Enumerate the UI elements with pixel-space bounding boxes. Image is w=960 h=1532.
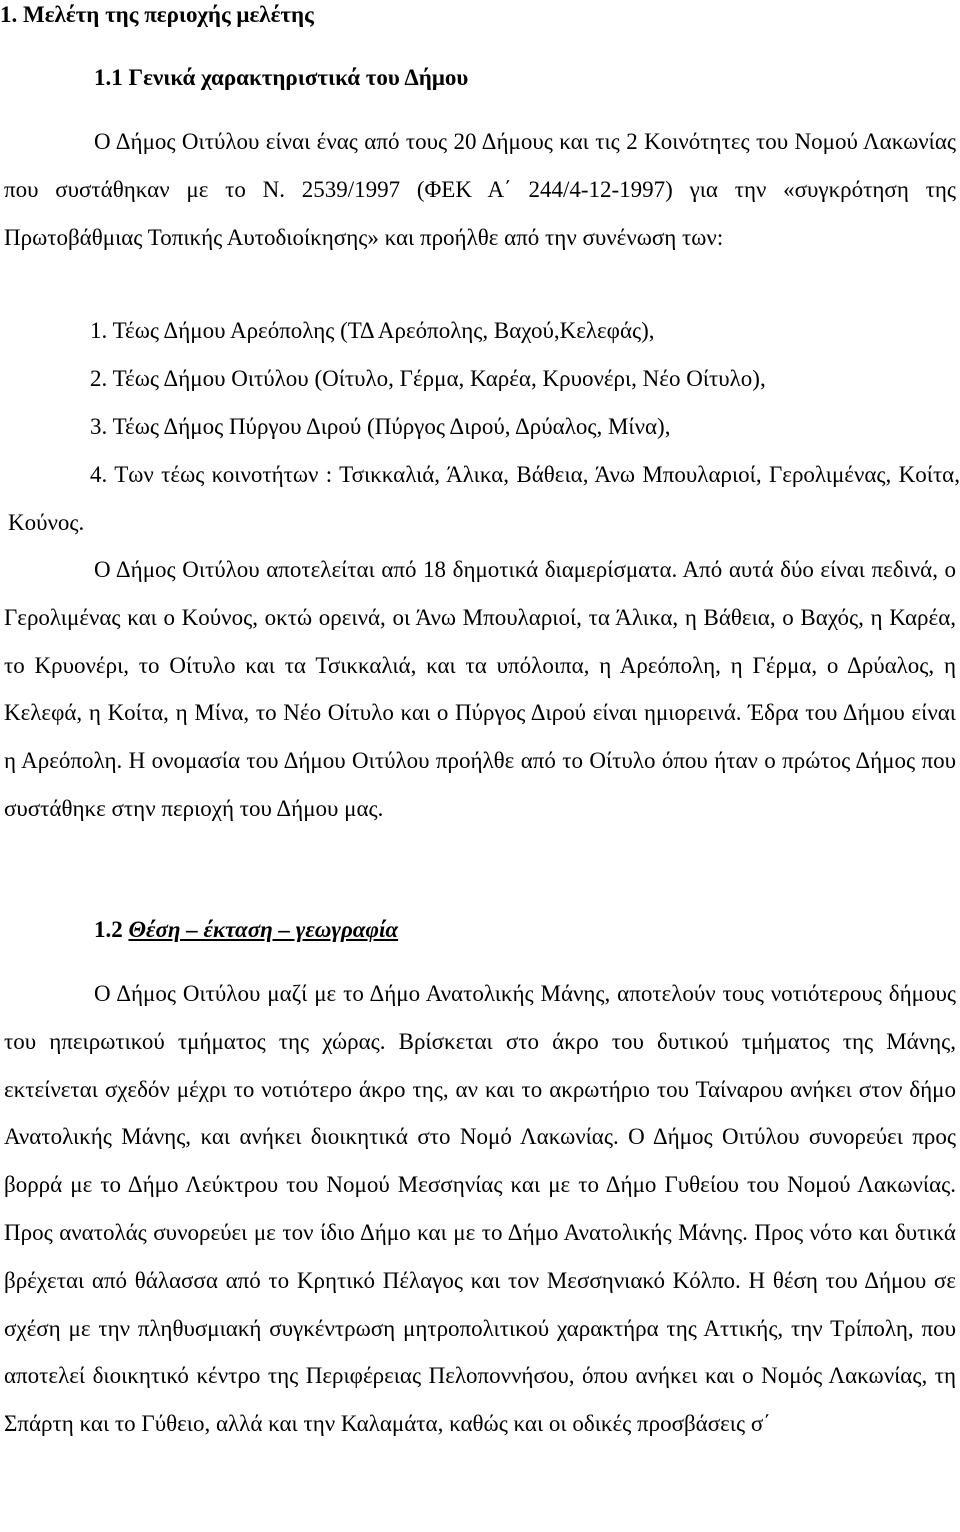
- list-item: 3. Τέως Δήμος Πύργου Διρού (Πύργος Διρού, Δρύαλος, Μίνα),: [90, 414, 671, 439]
- section-2-heading: [94, 915, 398, 945]
- section-2-heading-number: 1.2: [94, 917, 129, 942]
- section-1-heading: 1.1 Γενικά χαρακτηριστικά του Δήμου: [94, 65, 469, 90]
- section-2-paragraph: Ο Δήμος Οιτύλου μαζί με το Δήμο Ανατολικής Μάνης, αποτελούν τους νοτιότερους δήμους του ηπειρωτικού τμήματος της χώρας. Βρίσκεται στο άκρο του δυτικού τμήματος της Μάνης, εκτείνεται σχεδόν μέχρι το νοτιότερο άκρο της, αν και το ακρωτήριο του Ταίναρου ανήκει στον δήμο Ανατολικής Μάνης, και ανήκει διοικητικά στο Νομό Λακωνίας. Ο Δήμος Οιτύλου συνορεύει προς βορρά με το Δήμο Λεύκτρου του Νομού Μεσσηνίας και με το Δήμο Γυθείου του Νομού Λακωνίας. Προς ανατολάς συνορεύει με τον ίδιο Δήμο και με το Δήμο Ανατολικής Μάνης. Προς νότο και δυτικά βρέχεται από θάλασσα από το Κρητικό Πέλαγος και τον Μεσσηνιακό Κόλπο. Η θέση του Δήμου σε σχέση με την πληθυσμιακή συγκέντρωση μητροπολιτικού χαρακτήρα της Αττικής, την Τρίπολη, που αποτελεί διοικητικό κέντρο της Περιφέρειας Πελοποννήσου, όπου ανήκει και ο Νομός Λακωνίας, τη Σπάρτη και το Γύθειο, αλλά και την Καλαμάτα, καθώς και οι οδικές προσβάσεις σ΄: [4, 981, 956, 1437]
- main-heading: 1. Μελέτη της περιοχής μελέτης: [0, 2, 314, 27]
- section-2-heading-text: Θέση – έκταση – γεωγραφία: [128, 917, 399, 942]
- list-item: 4. Των τέως κοινοτήτων : Τσικκαλιά, Άλικα, Βάθεια, Άνω Μπουλαριοί, Γερολιμένας, Κοίτα, Κούνος.: [8, 462, 960, 535]
- section-1-districts-paragraph: Ο Δήμος Οιτύλου αποτελείται από 18 δημοτικά διαμερίσματα. Από αυτά δύο είναι πεδινά, ο Γερολιμένας και ο Κούνος, οκτώ ορεινά, οι Άνω Μπουλαριοί, τα Άλικα, η Βάθεια, ο Βαχός, η Καρέα, το Κρυονέρι, το Οίτυλο και τα Τσικκαλιά, και τα υπόλοιπα, η Αρεόπολη, η Γέρμα, ο Δρύαλος, η Κελεφά, η Κοίτα, η Μίνα, το Νέο Οίτυλο και ο Πύργος Διρού είναι ημιορεινά. Έδρα του Δήμου είναι η Αρεόπολη. Η ονομασία του Δήμου Οιτύλου προήλθε από το Οίτυλο όπου ήταν ο πρώτος Δήμος που συστάθηκε στην περιοχή του Δήμου μας.: [4, 557, 956, 821]
- list-item: 2. Τέως Δήμου Οιτύλου (Οίτυλο, Γέρμα, Καρέα, Κρυονέρι, Νέο Οίτυλο),: [90, 366, 766, 391]
- list-item: 1. Τέως Δήμου Αρεόπολης (ΤΔ Αρεόπολης, Βαχού,Κελεφάς),: [90, 318, 655, 343]
- section-1-intro-paragraph: Ο Δήμος Οιτύλου είναι ένας από τους 20 Δήμους και τις 2 Κοινότητες του Νομού Λακωνίας που συστάθηκαν με το Ν. 2539/1997 (ΦΕΚ Α΄ 244/4-12-1997) για την «συγκρότηση της Πρωτοβάθμιας Τοπικής Αυτοδιοίκησης» και προήλθε από την συνένωση των:: [4, 129, 956, 250]
